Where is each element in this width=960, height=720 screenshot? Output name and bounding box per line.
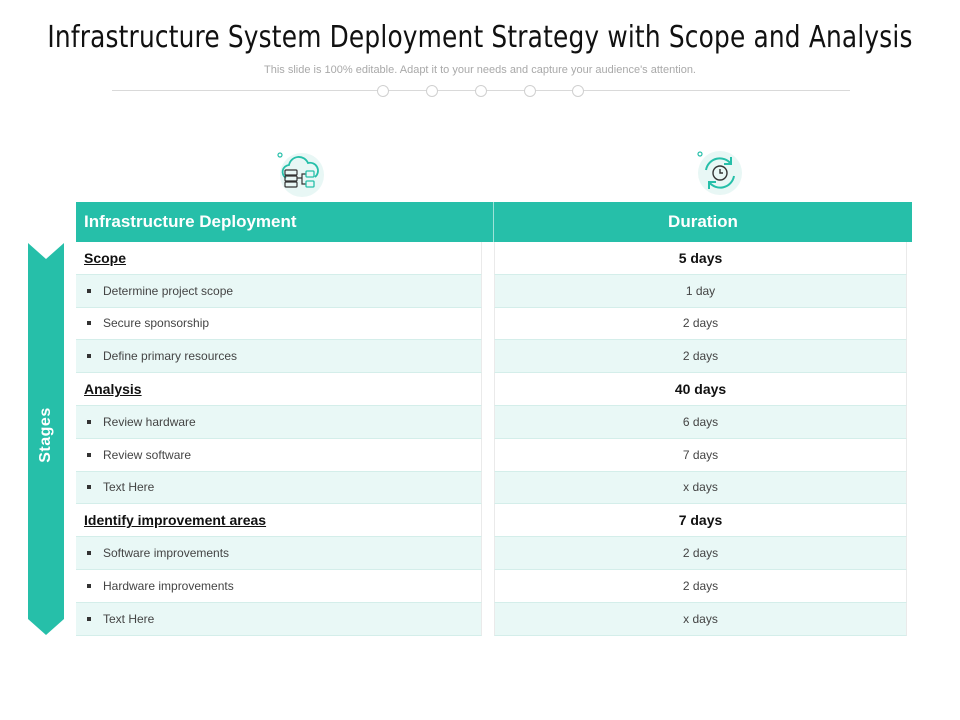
bullet-icon (87, 485, 91, 489)
task-label: Analysis (84, 381, 142, 398)
table-row (76, 603, 912, 636)
bullet-icon (87, 617, 91, 621)
table-row (76, 406, 912, 439)
task-cell (76, 308, 482, 341)
task-label: Hardware improvements (103, 578, 234, 593)
table-row (76, 340, 912, 373)
task-cell (76, 242, 482, 275)
divider-dot (377, 85, 389, 97)
divider-dot (572, 85, 584, 97)
task-cell (76, 373, 482, 406)
duration-cell: 2 days (494, 340, 907, 373)
task-cell (76, 472, 482, 505)
task-label: Review hardware (103, 414, 196, 429)
page-subtitle: This slide is 100% editable. Adapt it to your needs and capture your audience's attention. (264, 64, 696, 76)
task-cell (76, 504, 482, 537)
duration-cell: 2 days (494, 537, 907, 570)
duration-cell: 2 days (494, 570, 907, 603)
divider-dot (426, 85, 438, 97)
table-row (76, 472, 912, 505)
bullet-icon (87, 354, 91, 358)
task-cell (76, 537, 482, 570)
bullet-icon (87, 321, 91, 325)
column-header-duration: Duration (668, 212, 738, 231)
divider-dot (475, 85, 487, 97)
table-section-row (76, 504, 912, 537)
table-row (76, 537, 912, 570)
table-row (76, 570, 912, 603)
duration-cell: 7 days (494, 504, 907, 537)
page-title: Infrastructure System Deployment Strategy with Scope and Analysis (47, 20, 913, 55)
bullet-icon (87, 289, 91, 293)
task-cell (76, 439, 482, 472)
task-cell (76, 603, 482, 636)
table-row (76, 439, 912, 472)
duration-cell: x days (494, 603, 907, 636)
table-section-row (76, 373, 912, 406)
task-cell (76, 340, 482, 373)
duration-cell: x days (494, 472, 907, 505)
divider-dot (524, 85, 536, 97)
table-body (76, 242, 912, 636)
bullet-icon (87, 551, 91, 555)
table-header (76, 202, 912, 242)
bullet-icon (87, 584, 91, 588)
task-label: Review software (103, 447, 192, 462)
duration-cell: 2 days (494, 308, 907, 341)
column-header-deployment: Infrastructure Deployment (76, 202, 494, 242)
bullet-icon (87, 453, 91, 457)
task-label: Text Here (103, 480, 155, 495)
table-row (76, 275, 912, 308)
task-label: Software improvements (103, 546, 230, 561)
stages-label: Stages (37, 407, 54, 463)
table-section-row (76, 242, 912, 275)
task-label: Scope (84, 249, 127, 266)
deployment-table (76, 202, 912, 636)
task-label: Text Here (103, 611, 155, 626)
task-label: Determine project scope (103, 283, 234, 298)
clock-refresh-icon (692, 148, 748, 198)
task-label: Secure sponsorship (103, 316, 210, 331)
table-row (76, 308, 912, 341)
task-cell (76, 570, 482, 603)
duration-cell: 7 days (494, 439, 907, 472)
task-cell (76, 275, 482, 308)
duration-cell: 1 day (494, 275, 907, 308)
task-label: Define primary resources (103, 349, 238, 364)
cloud-server-icon (272, 148, 328, 198)
duration-cell: 6 days (494, 406, 907, 439)
duration-cell: 5 days (494, 242, 907, 275)
task-cell (76, 406, 482, 439)
bullet-icon (87, 420, 91, 424)
task-label: Identify improvement areas (84, 512, 267, 529)
duration-cell: 40 days (494, 373, 907, 406)
